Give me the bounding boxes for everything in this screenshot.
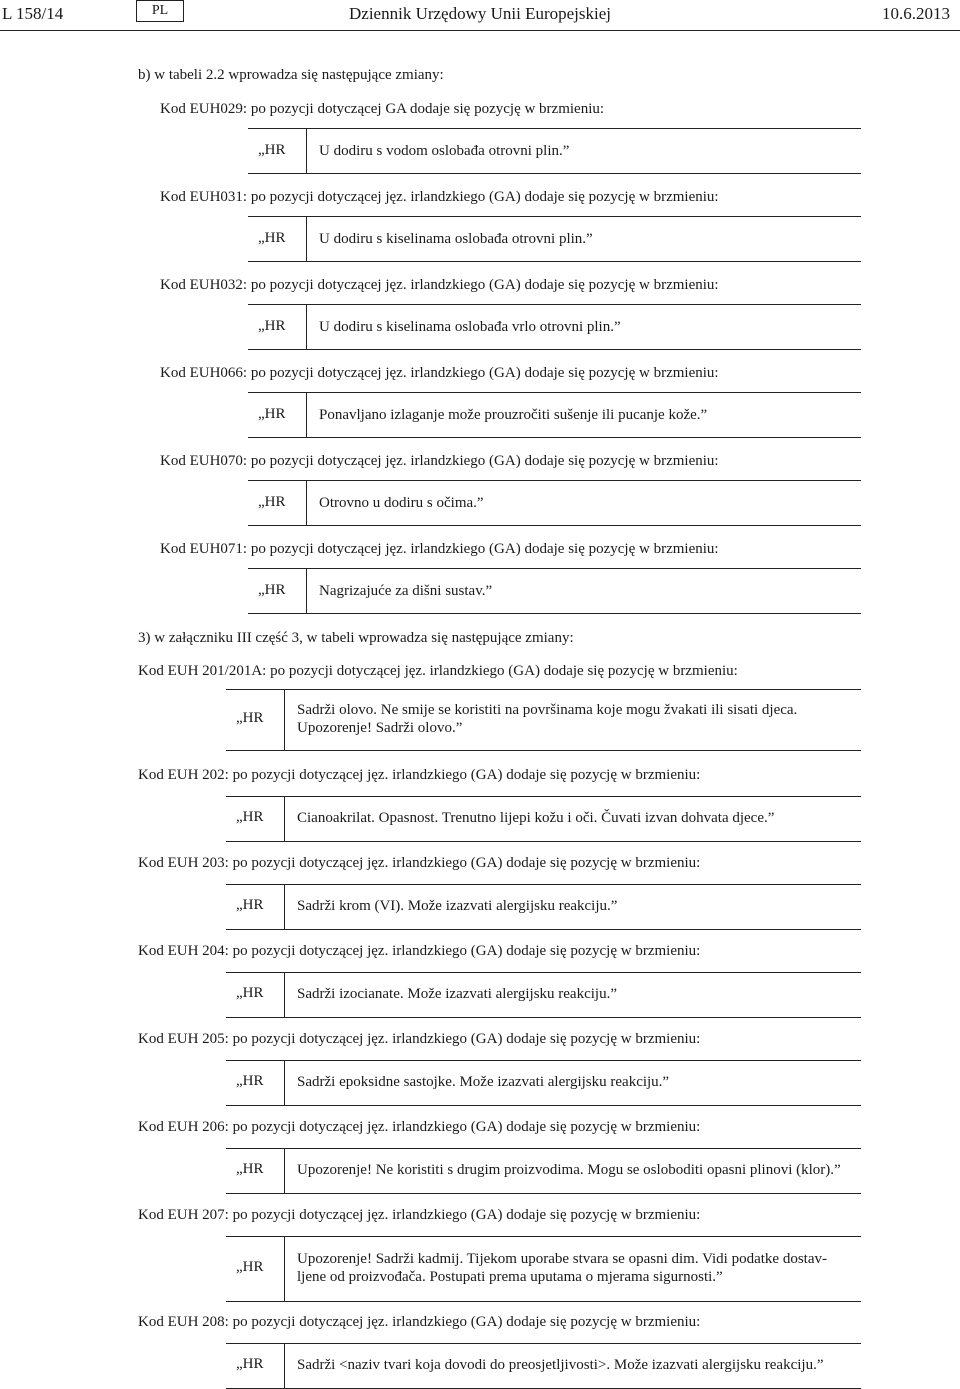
entry-code-line: Kod EUH032: po pozycji dotyczącej jęz. irlandzkiego (GA) dodaje się pozycję w brzmieniu: <box>160 277 719 293</box>
column-divider <box>284 973 285 1017</box>
translation-entry-table <box>248 128 861 174</box>
translation-entry-table <box>226 1148 861 1194</box>
translation-text: Nagrizajuće za dišni sustav.” <box>319 583 493 599</box>
column-divider <box>306 569 307 613</box>
intro-3: 3) w załączniku III część 3, w tabeli wprowadza się następujące zmiany: <box>138 630 574 646</box>
language-code-cell: „HR <box>236 1073 264 1089</box>
translation-text: U dodiru s vodom oslobađa otrovni plin.” <box>319 143 570 159</box>
translation-text: Upozorenje! Ne koristiti s drugim proizvodima. Mogu se osloboditi opasni plinovi (klor).” <box>297 1162 841 1178</box>
language-code-cell: „HR <box>258 582 286 598</box>
entry-code-line: Kod EUH 204: po pozycji dotyczącej jęz. irlandzkiego (GA) dodaje się pozycję w brzmieniu: <box>138 943 701 959</box>
column-divider <box>284 1061 285 1105</box>
translation-entry-table <box>248 568 861 614</box>
column-divider <box>284 1344 285 1388</box>
entry-code-line: Kod EUH029: po pozycji dotyczącej GA dodaje się pozycję w brzmieniu: <box>160 101 605 117</box>
entry-code-line: Kod EUH 203: po pozycji dotyczącej jęz. irlandzkiego (GA) dodaje się pozycję w brzmieniu: <box>138 855 701 871</box>
entry-code-line: Kod EUH070: po pozycji dotyczącej jęz. irlandzkiego (GA) dodaje się pozycję w brzmieniu: <box>160 453 719 469</box>
translation-entry-table <box>226 796 861 842</box>
language-code-cell: „HR <box>236 809 264 825</box>
column-divider <box>284 797 285 841</box>
column-divider <box>306 305 307 349</box>
column-divider <box>284 1237 285 1301</box>
translation-text: Cianoakrilat. Opasnost. Trenutno lijepi kožu i oči. Čuvati izvan dohvata djece.” <box>297 810 775 826</box>
translation-entry-table <box>226 884 861 930</box>
language-code-cell: „HR <box>236 1356 264 1372</box>
language-code-cell: „HR <box>258 318 286 334</box>
language-code-cell: „HR <box>258 406 286 422</box>
entry-code-line: Kod EUH066: po pozycji dotyczącej jęz. irlandzkiego (GA) dodaje się pozycję w brzmieniu: <box>160 365 719 381</box>
language-code-cell: „HR <box>258 494 286 510</box>
translation-text: Sadrži epoksidne sastojke. Može izazvati alergijsku reakciju.” <box>297 1074 670 1090</box>
language-code-cell: „HR <box>236 1259 264 1275</box>
translation-entry-table <box>248 216 861 262</box>
entry-code-line: Kod EUH 202: po pozycji dotyczącej jęz. irlandzkiego (GA) dodaje się pozycję w brzmieniu: <box>138 767 701 783</box>
language-code-cell: „HR <box>258 142 286 158</box>
language-code-cell: „HR <box>258 230 286 246</box>
translation-entry-table <box>226 1236 861 1302</box>
translation-entry-table <box>226 1343 861 1389</box>
column-divider <box>306 393 307 437</box>
entry-code-line: Kod EUH031: po pozycji dotyczącej jęz. irlandzkiego (GA) dodaje się pozycję w brzmieniu: <box>160 189 719 205</box>
translation-entry-table <box>226 972 861 1018</box>
column-divider <box>284 690 285 750</box>
entry-code-line: Kod EUH 206: po pozycji dotyczącej jęz. irlandzkiego (GA) dodaje się pozycję w brzmieniu: <box>138 1119 701 1135</box>
translation-entry-table <box>248 392 861 438</box>
column-divider <box>306 481 307 525</box>
column-divider <box>306 217 307 261</box>
translation-text: U dodiru s kiselinama oslobađa vrlo otrovni plin.” <box>319 319 621 335</box>
translation-text: ljene od proizvođača. Postupati prema uputama o mjerama sigurnosti.” <box>297 1269 723 1285</box>
language-code-cell: „HR <box>236 897 264 913</box>
intro-b: b) w tabeli 2.2 wprowadza się następujące zmiany: <box>138 67 444 83</box>
entry-code-line: Kod EUH 205: po pozycji dotyczącej jęz. irlandzkiego (GA) dodaje się pozycję w brzmieniu: <box>138 1031 701 1047</box>
translation-text: Sadrži <naziv tvari koja dovodi do preosjetljivosti>. Može izazvati alergijsku reakciju.” <box>297 1357 824 1373</box>
language-code-cell: „HR <box>236 985 264 1001</box>
language-code-cell: „HR <box>236 710 264 726</box>
journal-title: Dziennik Urzędowy Unii Europejskiej <box>349 4 612 23</box>
translation-entry-table <box>226 689 861 751</box>
translation-text: Upozorenje! Sadrži kadmij. Tijekom uporabe stvara se opasni dim. Vidi podatke dostav- <box>297 1251 827 1267</box>
page-reference: L 158/14 <box>2 4 64 23</box>
translation-text: Sadrži izocianate. Može izazvati alergijsku reakciju.” <box>297 986 617 1002</box>
column-divider <box>306 129 307 173</box>
translation-entry-table <box>248 480 861 526</box>
language-code-box: PL <box>136 0 184 22</box>
column-divider <box>284 1149 285 1193</box>
column-divider <box>284 885 285 929</box>
language-code-cell: „HR <box>236 1161 264 1177</box>
entry-code-line: Kod EUH 207: po pozycji dotyczącej jęz. irlandzkiego (GA) dodaje się pozycję w brzmieniu: <box>138 1207 701 1223</box>
translation-text: Upozorenje! Sadrži olovo.” <box>297 720 463 736</box>
translation-entry-table <box>248 304 861 350</box>
translation-entry-table <box>226 1060 861 1106</box>
translation-text: Otrovno u dodiru s očima.” <box>319 495 484 511</box>
translation-text: Sadrži olovo. Ne smije se koristiti na površinama koje mogu žvakati ili sisati djeca. <box>297 702 798 718</box>
translation-text: Sadrži krom (VI). Može izazvati alergijsku reakciju.” <box>297 898 618 914</box>
entry-code-line: Kod EUH 208: po pozycji dotyczącej jęz. irlandzkiego (GA) dodaje się pozycję w brzmieniu: <box>138 1314 701 1330</box>
entry-code-line: Kod EUH 201/201A: po pozycji dotyczącej jęz. irlandzkiego (GA) dodaje się pozycję w brzmieniu: <box>138 663 738 679</box>
translation-text: Ponavljano izlaganje može prouzročiti sušenje ili pucanje kože.” <box>319 407 708 423</box>
translation-text: U dodiru s kiselinama oslobađa otrovni plin.” <box>319 231 593 247</box>
publication-date: 10.6.2013 <box>882 4 950 23</box>
entry-code-line: Kod EUH071: po pozycji dotyczącej jęz. irlandzkiego (GA) dodaje się pozycję w brzmieniu: <box>160 541 719 557</box>
